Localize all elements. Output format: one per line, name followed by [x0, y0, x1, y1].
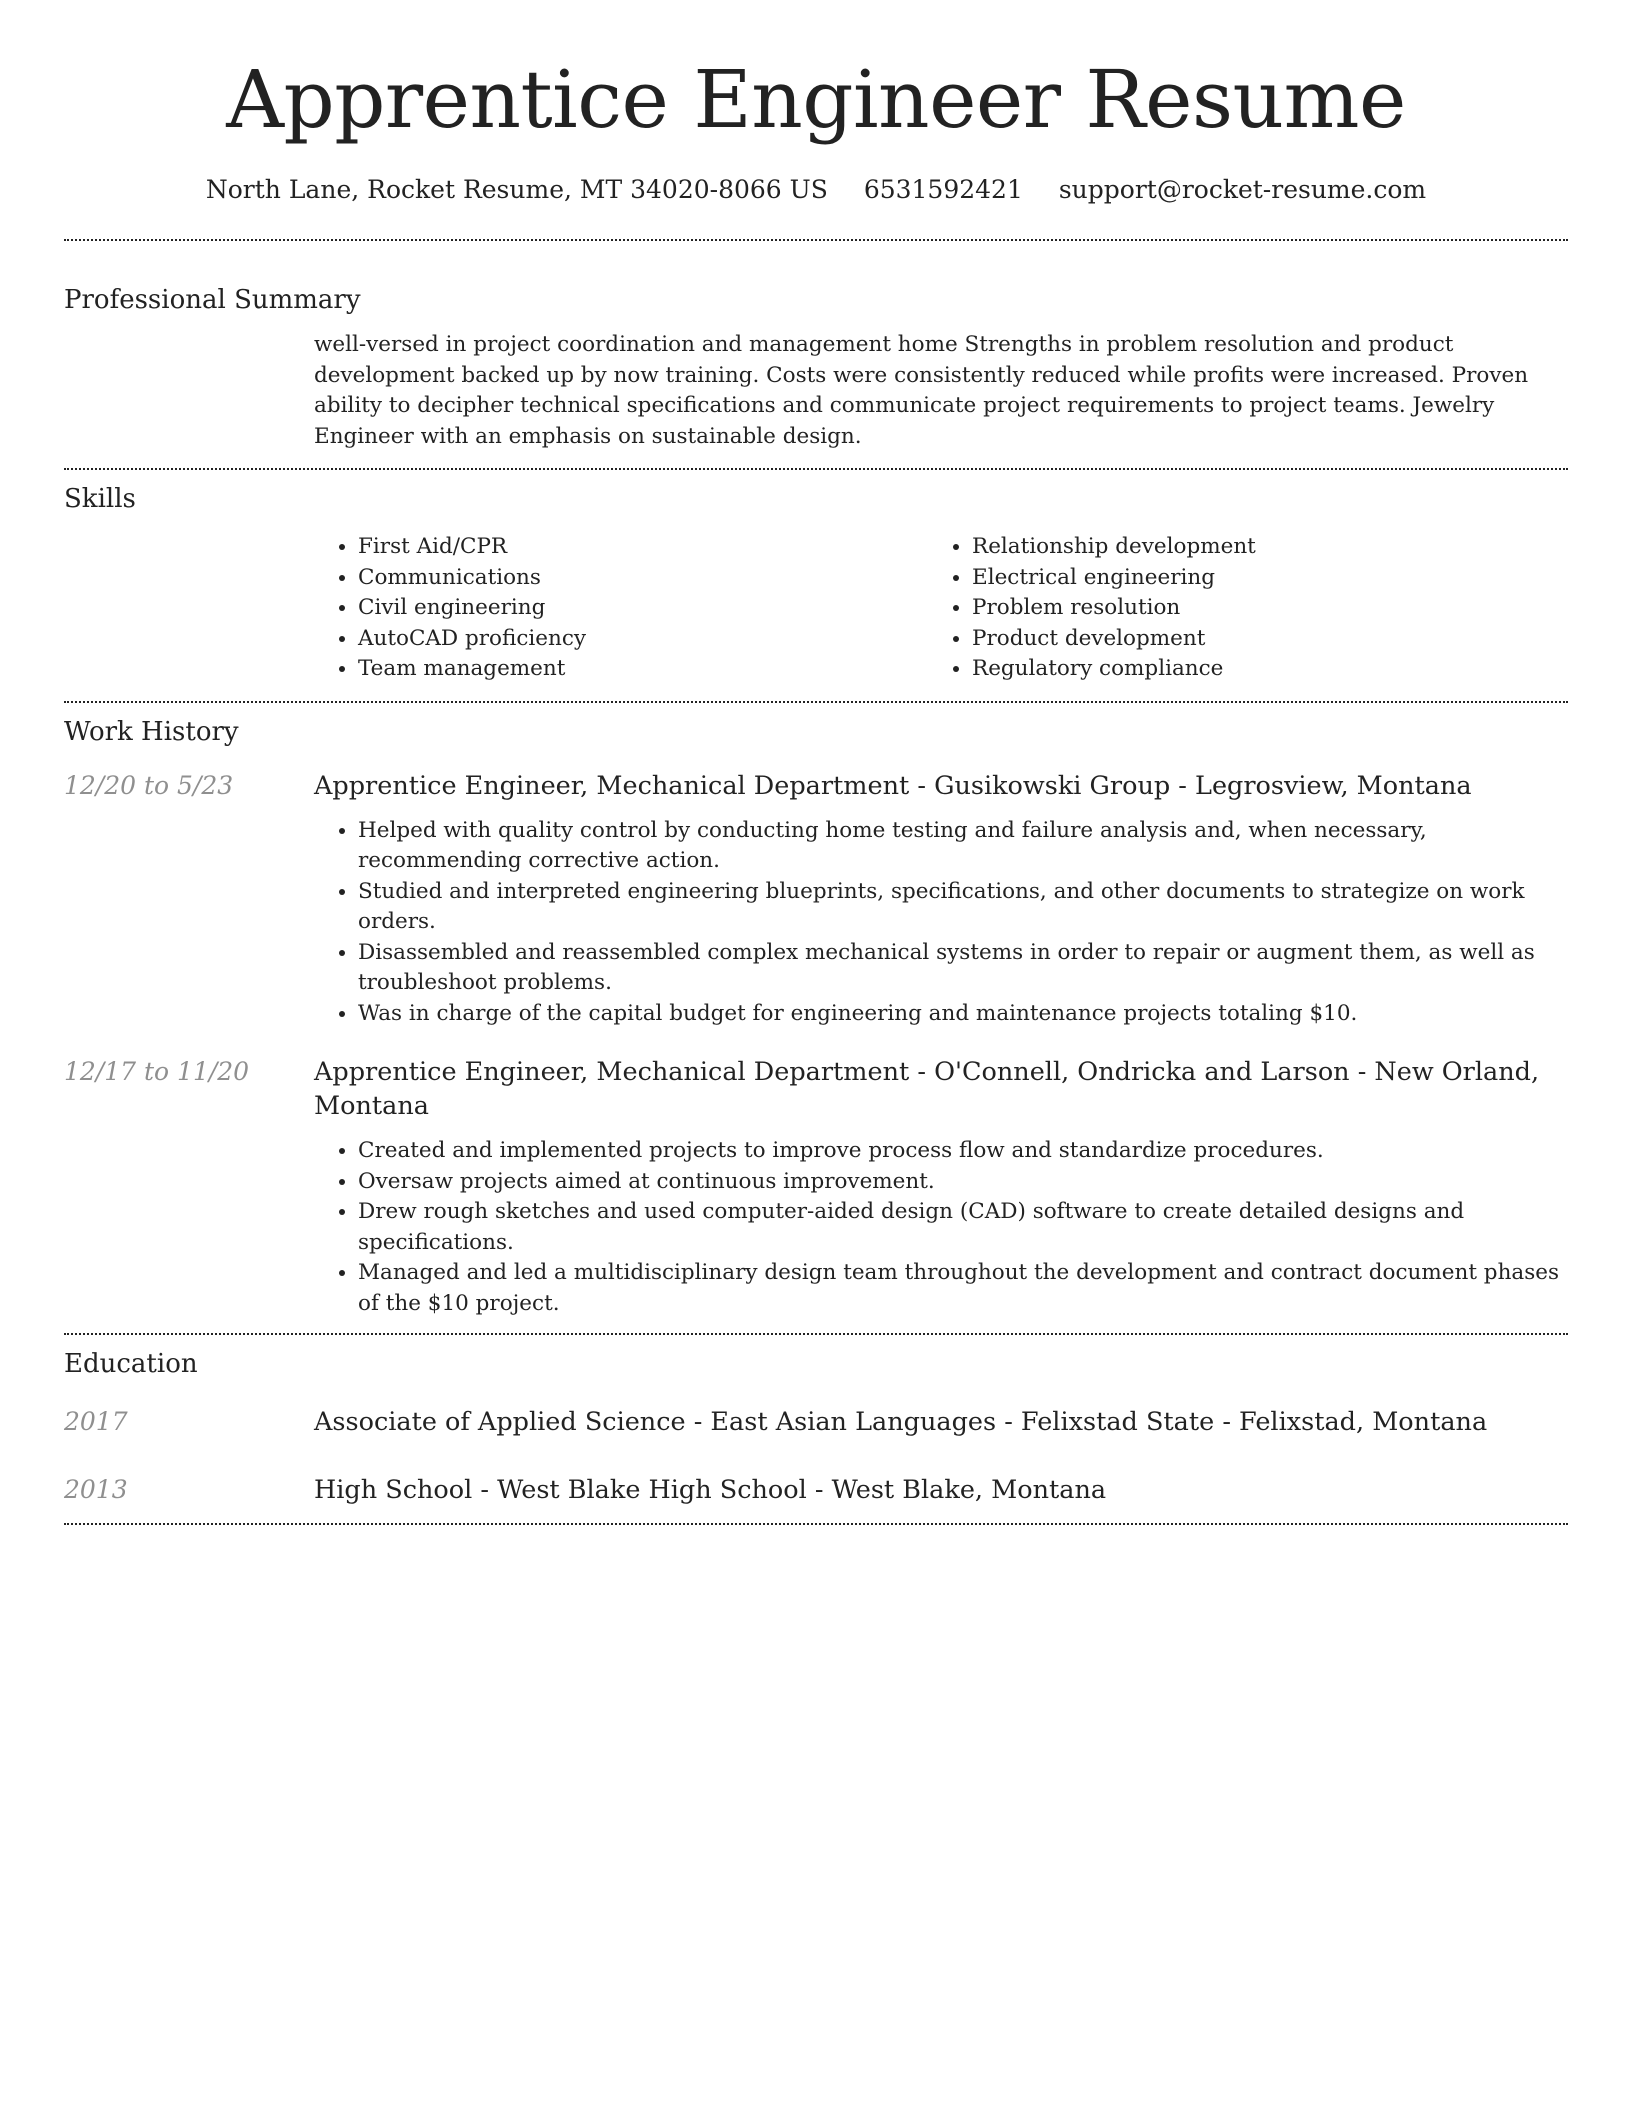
- job-entry: [64, 1055, 1568, 1319]
- job-title: Apprentice Engineer, Mechanical Department - O'Connell, Ondricka and Larson - New Orland, Montana: [314, 1057, 1540, 1121]
- contact-phone: 6531592421: [863, 175, 1023, 204]
- education-section: [64, 1335, 1568, 1523]
- education-entry: [64, 1473, 1568, 1507]
- skill-item: • Communications: [358, 563, 928, 594]
- skills-grid: [314, 532, 1568, 701]
- skill-item: • AutoCAD proficiency: [358, 624, 928, 655]
- job-details: [314, 1055, 1568, 1319]
- skill-item: • Relationship development: [972, 532, 1542, 563]
- contact-email: support@rocket-resume.com: [1058, 175, 1427, 204]
- job-bullet: • Studied and interpreted engineering blueprints, specifications, and other documents to strategize on work orders.: [358, 877, 1568, 938]
- skills-heading: Skills: [64, 484, 136, 514]
- job-dates: 12/17 to 11/20: [64, 1057, 250, 1086]
- contact-address: North Lane, Rocket Resume, MT 34020-8066 US: [205, 175, 828, 204]
- summary-text: well-versed in project coordination and management home Strengths in problem resolution and product development backed up by now training. Costs were consistently reduced while profits were increased. Proven ability to decipher technical specifications and communicate project requirements to project teams. Jewelry Engineer with an emphasis on sustainable design.: [314, 332, 1529, 449]
- job-bullet: • Disassembled and reassembled complex mechanical systems in order to repair or augment them, as well as troubleshoot problems.: [358, 938, 1568, 999]
- resume-title: Apprentice Engineer Resume: [226, 53, 1406, 146]
- education-entry: [64, 1405, 1568, 1439]
- education-heading: Education: [64, 1349, 198, 1379]
- job-bullet: • Oversaw projects aimed at continuous improvement.: [358, 1167, 1568, 1198]
- job-bullets: [314, 816, 1568, 1030]
- job-bullet: • Created and implemented projects to improve process flow and standardize procedures.: [358, 1136, 1568, 1167]
- work-history-heading: Work History: [64, 716, 239, 747]
- job-bullet: • Managed and led a multidisciplinary design team throughout the development and contract document phases of the $10 project.: [358, 1258, 1568, 1319]
- education-year: 2013: [64, 1475, 128, 1504]
- skills-section: [64, 470, 1568, 701]
- skill-item: • First Aid/CPR: [358, 532, 928, 563]
- skill-item: • Problem resolution: [972, 593, 1542, 624]
- education-year: 2017: [64, 1407, 128, 1436]
- job-details: [314, 769, 1568, 1030]
- section-divider: [64, 1523, 1568, 1525]
- resume-header: [64, 0, 1568, 206]
- skills-list-left: [314, 532, 928, 685]
- job-bullets: [314, 1136, 1568, 1319]
- skill-item: • Civil engineering: [358, 593, 928, 624]
- skill-item: • Electrical engineering: [972, 563, 1542, 594]
- job-bullet: • Drew rough sketches and used computer-aided design (CAD) software to create detailed designs and specifications.: [358, 1197, 1568, 1258]
- contact-line: [64, 174, 1568, 206]
- skills-list-right: [928, 532, 1542, 685]
- job-dates: 12/20 to 5/23: [64, 770, 234, 800]
- skill-item: • Product development: [972, 624, 1542, 655]
- work-history-section: [64, 703, 1568, 1334]
- education-title: High School - West Blake High School - West Blake, Montana: [314, 1475, 1107, 1505]
- job-bullet: • Was in charge of the capital budget for engineering and maintenance projects totaling $10.: [358, 999, 1568, 1030]
- job-title: Apprentice Engineer, Mechanical Department - Gusikowski Group - Legrosview, Montana: [314, 770, 1472, 801]
- summary-section: [64, 241, 1568, 468]
- summary-heading: Professional Summary: [64, 285, 361, 315]
- job-entry: [64, 769, 1568, 1030]
- skill-item: • Regulatory compliance: [972, 654, 1542, 685]
- job-bullet: • Helped with quality control by conducting home testing and failure analysis and, when necessary, recommending corrective action.: [358, 816, 1568, 877]
- education-title: Associate of Applied Science - East Asian Languages - Felixstad State - Felixstad, Montana: [314, 1407, 1488, 1437]
- skill-item: • Team management: [358, 654, 928, 685]
